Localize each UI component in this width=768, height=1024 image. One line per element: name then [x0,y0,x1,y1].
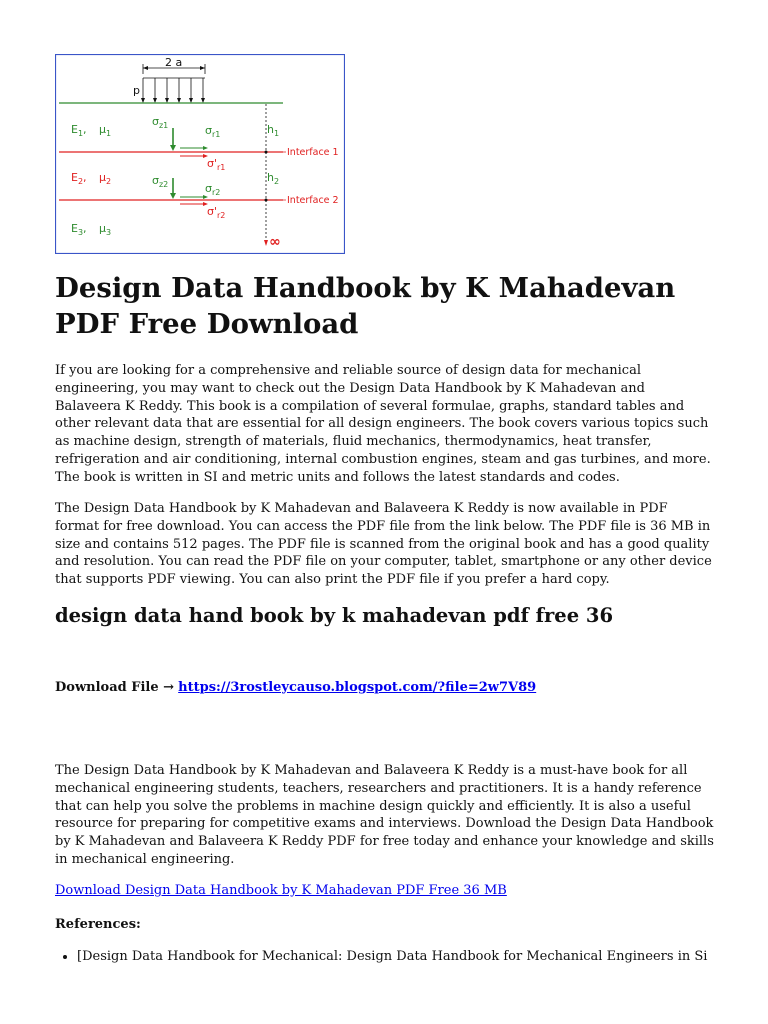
sigma-prime-r2-label: $\sigma'_{r2}$ [207,205,226,220]
layer3-e-label: $E_3$, [71,222,87,237]
layer2-mu-label: $\mu_2$ [99,171,112,186]
sigma-prime-r1-label: $\sigma'_{r1}$ [207,157,226,172]
sigma-z2-label: $\sigma_{z2}$ [152,174,169,189]
download-handbook-link[interactable]: Download Design Data Handbook by K Mahadevan PDF Free 36 MB [55,883,507,898]
availability-paragraph: The Design Data Handbook by K Mahadevan and Balaveera K Reddy is now available in PDF format for free download. You can access the PDF file from the link below. The PDF file is 36 MB in size and contains 512 pages. The PDF file is scanned from the original book and has a good quality and resolution. You can read the PDF file on your computer, tablet, smartphone or any other device that supports PDF viewing. You can also print the PDF file if you prefer a hard copy. [55,501,712,588]
h1-label: $h_1$ [267,123,280,138]
sigma-r2-label: $\sigma_{r2}$ [205,182,221,197]
sigma-z1-label: $\sigma_{z1}$ [152,115,169,130]
download-file-line [55,679,536,697]
reference-item: • [Design Data Handbook for Mechanical: Design Data Handbook for Mechanical Engineers in Si [77,948,717,966]
intro-paragraph: If you are looking for a comprehensive and reliable source of design data for mechanical engineering, you may want to check out the Design Data Handbook by K Mahadevan and Balaveera K Reddy. This book is a compilation of several formulae, graphs, standard tables and other relevant data that are essential for all design engineers. The book covers various topics such as machine design, strength of materials, fluid mechanics, thermodynamics, heat transfer, refrigeration and air conditioning, internal combustion engines, steam and gas turbines, and more. The book is written in SI and metric units and follows the latest standards and codes. [55,363,711,485]
layer1-e-label: $E_1$, [71,123,87,138]
layer1-mu-label: $\mu_1$ [99,123,112,138]
references-list [55,948,717,966]
must-have-paragraph: The Design Data Handbook by K Mahadevan and Balaveera K Reddy is a must-have book for all mechanical engineering students, teachers, researchers and practitioners. It is a handy reference that can help you solve the problems in machine design quickly and efficiently. It is also a useful resource for preparing for competitive exams and interviews. Download the Design Data Handbook by K Mahadevan and Balaveera K Reddy PDF for free today and enhance your knowledge and skills in mechanical engineering. [55,763,714,867]
interface1-label: Interface 1 [287,147,339,158]
width-label: 2 a [165,56,183,69]
layered-system-diagram [55,54,345,254]
download-handbook-line [55,882,507,900]
layer2-e-label: $E_2$, [71,171,87,186]
references-heading: References: [55,917,141,932]
sigma-r1-label: $\sigma_{r1}$ [205,124,221,139]
subheading: design data hand book by k mahadevan pdf free 36 [55,604,614,627]
article-title: Design Data Handbook by K Mahadevan PDF Free Download [55,272,676,340]
pressure-label: p [133,84,140,97]
download-file-label: Download File → [55,680,175,695]
infinity-label: ∞ [269,234,281,250]
interface2-label: Interface 2 [287,195,339,206]
layer3-mu-label: $\mu_3$ [99,222,112,237]
h2-label: $h_2$ [267,171,280,186]
download-file-link[interactable]: https://3rostleycauso.blogspot.com/?file=2w7V89 [178,680,537,695]
